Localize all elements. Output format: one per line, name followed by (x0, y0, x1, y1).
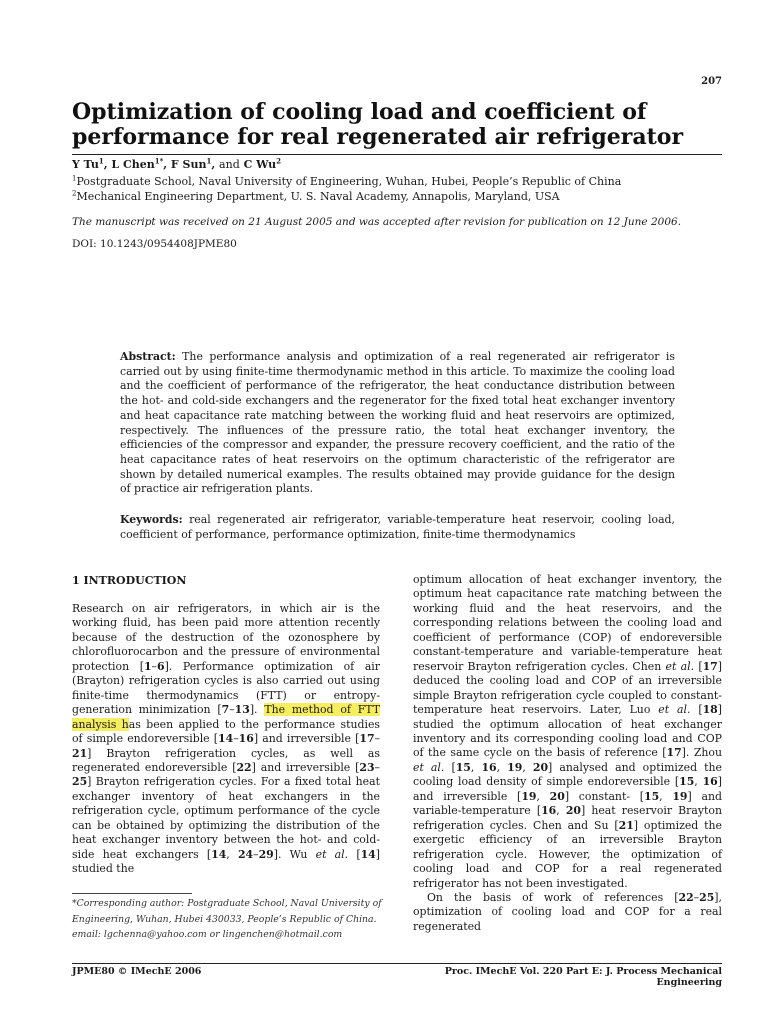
body-text: ] heat reservoir Brayton refrigeration cycles. Chen and Su [ (413, 804, 722, 832)
footer-rule (72, 963, 722, 964)
reference: 16 (238, 732, 254, 746)
body-text: , (659, 789, 673, 803)
author-affiliation-mark: 1 (206, 156, 212, 166)
reference: 15 (679, 775, 695, 789)
et-al: et al. (658, 703, 691, 717)
body-text: ], optimization of cooling load and COP for a real regenerated (413, 890, 722, 933)
reference: 17 (666, 746, 682, 760)
body-text: ] and irreversible [ (251, 760, 360, 774)
body-text: ] and irreversible [ (413, 775, 722, 803)
second-paragraph (413, 891, 722, 934)
body-text: ]. Performance optimization of air (Brayton) refrigeration cycles is also carried out using finite-time thermodynamics (FTT) or entropy-generation minimization [ (72, 659, 380, 717)
paper-title: Optimization of cooling load and coefficient of performance for real regenerated air refrigerator (72, 99, 684, 150)
body-text: [ (348, 847, 361, 861)
author-name: F Sun (170, 158, 207, 171)
received-note: The manuscript was received on 21 August 2005 and was accepted after revision for publication on 12 June 2006. (72, 216, 682, 228)
reference: 19 (521, 789, 537, 803)
reference: 7 (221, 703, 230, 717)
intro-paragraph (72, 602, 380, 877)
reference: 14 (218, 732, 234, 746)
body-text: ] and irreversible [ (253, 732, 360, 746)
abstract (120, 350, 675, 497)
affiliation-text: Postgraduate School, Naval University of Engineering, Wuhan, Hubei, People’s Republic of China (76, 175, 622, 188)
footer-left: JPME80 © IMechE 2006 (72, 966, 202, 977)
reference: 16 (481, 760, 497, 774)
author-name: L Chen (111, 158, 155, 171)
keywords (120, 513, 675, 542)
reference: 22 (678, 890, 694, 904)
affiliation-text: Mechanical Engineering Department, U. S. Naval Academy, Annapolis, Maryland, USA (76, 190, 560, 203)
reference: 21 (618, 818, 634, 832)
body-text: ] deduced the cooling load and COP of an irreversible simple Brayton refrigeration cycle coupled to constant-temperature heat reservoirs. Later, Luo (413, 659, 722, 717)
reference: 21 (72, 746, 88, 760)
reference: 19 (672, 789, 688, 803)
corresponding-author-footnote: *Corresponding author: Postgraduate School, Naval University of Engineering, Wuhan, Hubei 430033, People’s Republic of China. email: lgchenna@yahoo.com or lingenchen@hotmail.com (72, 898, 382, 940)
author-name: C Wu (243, 158, 277, 171)
et-al: et al. (665, 659, 695, 673)
left-column (72, 602, 380, 877)
reference: 22 (236, 760, 252, 774)
et-al: et al. (315, 847, 349, 861)
title-rule (72, 154, 722, 155)
body-text: [ (690, 703, 703, 717)
reference: 25 (699, 890, 715, 904)
author-affiliation-mark: 1* (154, 156, 164, 166)
body-text: Research on air refrigerators, in which air is the working fluid, has been paid more attention recently because of the destruction of the ozonosphere by chlorofluorocarbon and the pressure of environmental protection [ (72, 602, 380, 673)
body-text: as been applied to the performance studies of simple endoreversible [ (72, 717, 381, 746)
reference: 13 (234, 703, 250, 717)
body-text: – (253, 847, 259, 861)
footer-right: Proc. IMechE Vol. 220 Part E: J. Process Mechanical Engineering (444, 966, 722, 988)
reference: 17 (359, 732, 375, 746)
right-column (413, 573, 722, 934)
body-text: ] Brayton refrigeration cycles, as well as regenerated endoreversible [ (72, 746, 380, 774)
body-text: – (229, 703, 235, 717)
body-text: ]. Wu (273, 847, 316, 861)
reference: 25 (72, 775, 88, 789)
body-text: , (522, 760, 533, 774)
reference: 16 (541, 804, 557, 818)
body-text: – (151, 659, 157, 673)
section-heading: 1 INTRODUCTION (72, 574, 187, 587)
keywords-label: Keywords: (120, 513, 183, 526)
body-text: , (496, 760, 508, 774)
body-text: , (226, 847, 238, 861)
abstract-label: Abstract: (120, 350, 176, 363)
body-text: ] constant- [ (564, 789, 644, 803)
reference: 1 (143, 659, 152, 673)
highlighted-text: The method of FTT analysis h (72, 703, 380, 731)
reference: 17 (702, 659, 718, 673)
body-text: ] optimized the exergetic efficiency of an irreversible Brayton refrigeration cycle. However, the optimization of cooling load and COP for a real regenerated refrigerator has not been investigated. (413, 818, 722, 890)
body-text: [ (694, 659, 703, 673)
author-affiliation-mark: 2 (276, 156, 281, 166)
author-list: Y Tu$^1$, L Chen$^{1*}$, F Sun$^1$, and C Wu$^2$ (72, 156, 281, 171)
reference: 6 (156, 659, 165, 673)
et-al: et al. (413, 760, 445, 774)
body-text: – (374, 760, 380, 774)
affiliation-1 (72, 175, 621, 188)
reference: 19 (507, 760, 523, 774)
reference: 14 (360, 847, 376, 861)
reference: 15 (644, 789, 660, 803)
body-text: ] studied the (72, 847, 380, 876)
body-text: ]. (249, 703, 265, 717)
reference: 20 (549, 789, 565, 803)
intro-paragraph-continued (413, 573, 722, 891)
body-text: optimum allocation of heat exchanger inventory, the optimum heat capacitance rate matching between the working fluid and the heat reservoirs, and the corresponding relations between the cooling load and coefficient of performance (COP) of endoreversible constant-temperature and variable-temperature heat reservoir Brayton refrigeration cycles. Chen (413, 573, 722, 673)
reference: 20 (565, 804, 581, 818)
abstract-text: The performance analysis and optimization of a real regenerated air refrigerator is carried out by using finite-time thermodynamic method in this article. To maximize the cooling load and the coefficient of performance of the refrigerator, the heat conductance distribution between the hot- and cold-side exchangers and the regenerator for the fixed total heat exchanger inventory and heat capacitance rate matching between the working fluid and heat reservoirs are optimized, respectively. The influences of the pressure ratio, the total heat exchanger inventory, the efficiencies of the compressor and expander, the pressure recovery coefficient, and the ratio of the heat capacitance rates of heat reservoirs on the optimum characteristic of the refrigerator are shown by detailed numerical examples. The results obtained may provide guidance for the design of practice air refrigeration plants. (120, 350, 675, 496)
author-conjunction: and (219, 158, 240, 171)
body-text: [ (444, 760, 456, 774)
author-name: Y Tu (72, 158, 99, 171)
reference: 23 (359, 760, 375, 774)
body-text: ] analysed and optimized the cooling load density of simple endoreversible [ (413, 760, 722, 789)
affiliation-mark: 1 (72, 174, 77, 183)
body-text: – (233, 732, 239, 746)
body-text: ]. Zhou (681, 746, 723, 760)
page-number: 207 (701, 76, 722, 87)
body-text: , (556, 804, 566, 818)
body-text: , (536, 789, 550, 803)
doi: DOI: 10.1243/0954408JPME80 (72, 238, 237, 250)
body-text: On the basis of work of references [ (427, 890, 679, 904)
reference: 29 (258, 847, 274, 861)
keywords-text: real regenerated air refrigerator, variable-temperature heat reservoir, cooling load, coefficient of performance, performance optimization, finite-time thermodynamics (120, 513, 675, 541)
reference: 16 (702, 775, 718, 789)
body-text: ] and variable-temperature [ (413, 789, 722, 818)
reference: 15 (455, 760, 471, 774)
reference: 18 (702, 703, 718, 717)
body-text: , (694, 775, 703, 789)
body-text: ] studied the optimum allocation of heat exchanger inventory and its corresponding cooling load and COP of the same cycle on the basis of reference [ (413, 703, 722, 760)
body-text: ] Brayton refrigeration cycles. For a fixed total heat exchanger inventory of heat exchangers in the refrigeration cycle, optimum performance of the cycle can be obtained by optimizing the distribution of the heat exchanger inventory between the hot- and cold-side heat exchangers [ (72, 775, 380, 861)
body-text: – (374, 732, 381, 746)
reference: 20 (532, 760, 549, 774)
affiliation-2 (72, 190, 560, 203)
reference: 14 (211, 847, 227, 861)
footnote-rule (72, 893, 192, 894)
body-text: – (693, 890, 700, 904)
reference: 24 (237, 847, 254, 861)
affiliation-mark: 2 (72, 189, 77, 198)
author-affiliation-mark: 1 (98, 156, 104, 166)
body-text: , (470, 760, 482, 774)
